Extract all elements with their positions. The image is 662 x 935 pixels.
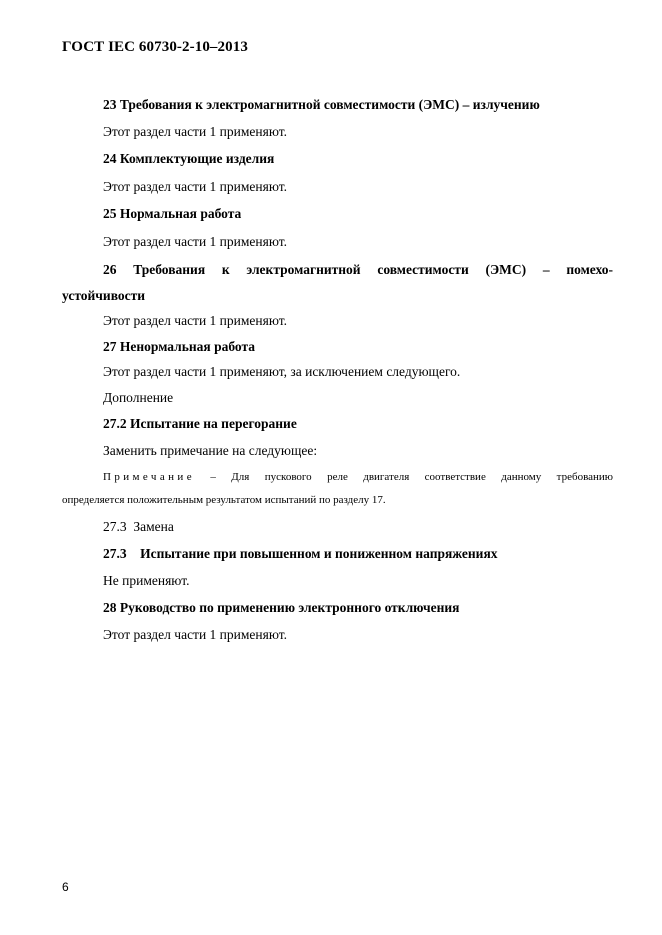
section-27-3-replace: 27.3 Замена: [103, 519, 174, 534]
section-27-heading: 27 Ненормальная работа: [103, 339, 256, 354]
note-text-line-1: – Для пускового реле двигателя соответствие данному требованию: [194, 471, 613, 483]
section-26-heading-line-1: 26 Требования к электромагнитной совместимости (ЭМС) – помехо-: [103, 262, 613, 277]
section-27-text: Этот раздел части 1 применяют, за исключением следующего.: [103, 364, 461, 379]
section-26-heading-line-2: устойчивости: [62, 288, 146, 303]
page-number: 6: [62, 880, 69, 894]
section-28-heading: 28 Руководство по применению электронного отключения: [103, 600, 460, 615]
section-25-text: Этот раздел части 1 применяют.: [103, 234, 288, 249]
note-line-1: [103, 471, 613, 483]
section-26-text: Этот раздел части 1 применяют.: [103, 313, 288, 328]
note-line-2: определяется положительным результатом испытаний по разделу 17.: [62, 494, 386, 506]
section-23-text: Этот раздел части 1 применяют.: [103, 124, 288, 139]
section-27-3-text: Не применяют.: [103, 573, 190, 588]
section-27-3-heading: 27.3 Испытание при повышенном и пониженном напряжениях: [103, 546, 498, 561]
section-28-text: Этот раздел части 1 применяют.: [103, 627, 288, 642]
section-24-heading: 24 Комплектующие изделия: [103, 151, 275, 166]
section-23-heading: 23 Требования к электромагнитной совместимости (ЭМС) – излучению: [103, 97, 540, 112]
document-code-header: ГОСТ IEC 60730-2-10–2013: [62, 39, 248, 55]
section-27-2-heading: 27.2 Испытание на перегорание: [103, 416, 297, 431]
note-label: Примечание: [103, 471, 195, 483]
section-27-2-text: Заменить примечание на следующее:: [103, 443, 318, 458]
section-25-heading: 25 Нормальная работа: [103, 206, 242, 221]
section-24-text: Этот раздел части 1 применяют.: [103, 179, 288, 194]
addition-label: Дополнение: [103, 390, 174, 405]
